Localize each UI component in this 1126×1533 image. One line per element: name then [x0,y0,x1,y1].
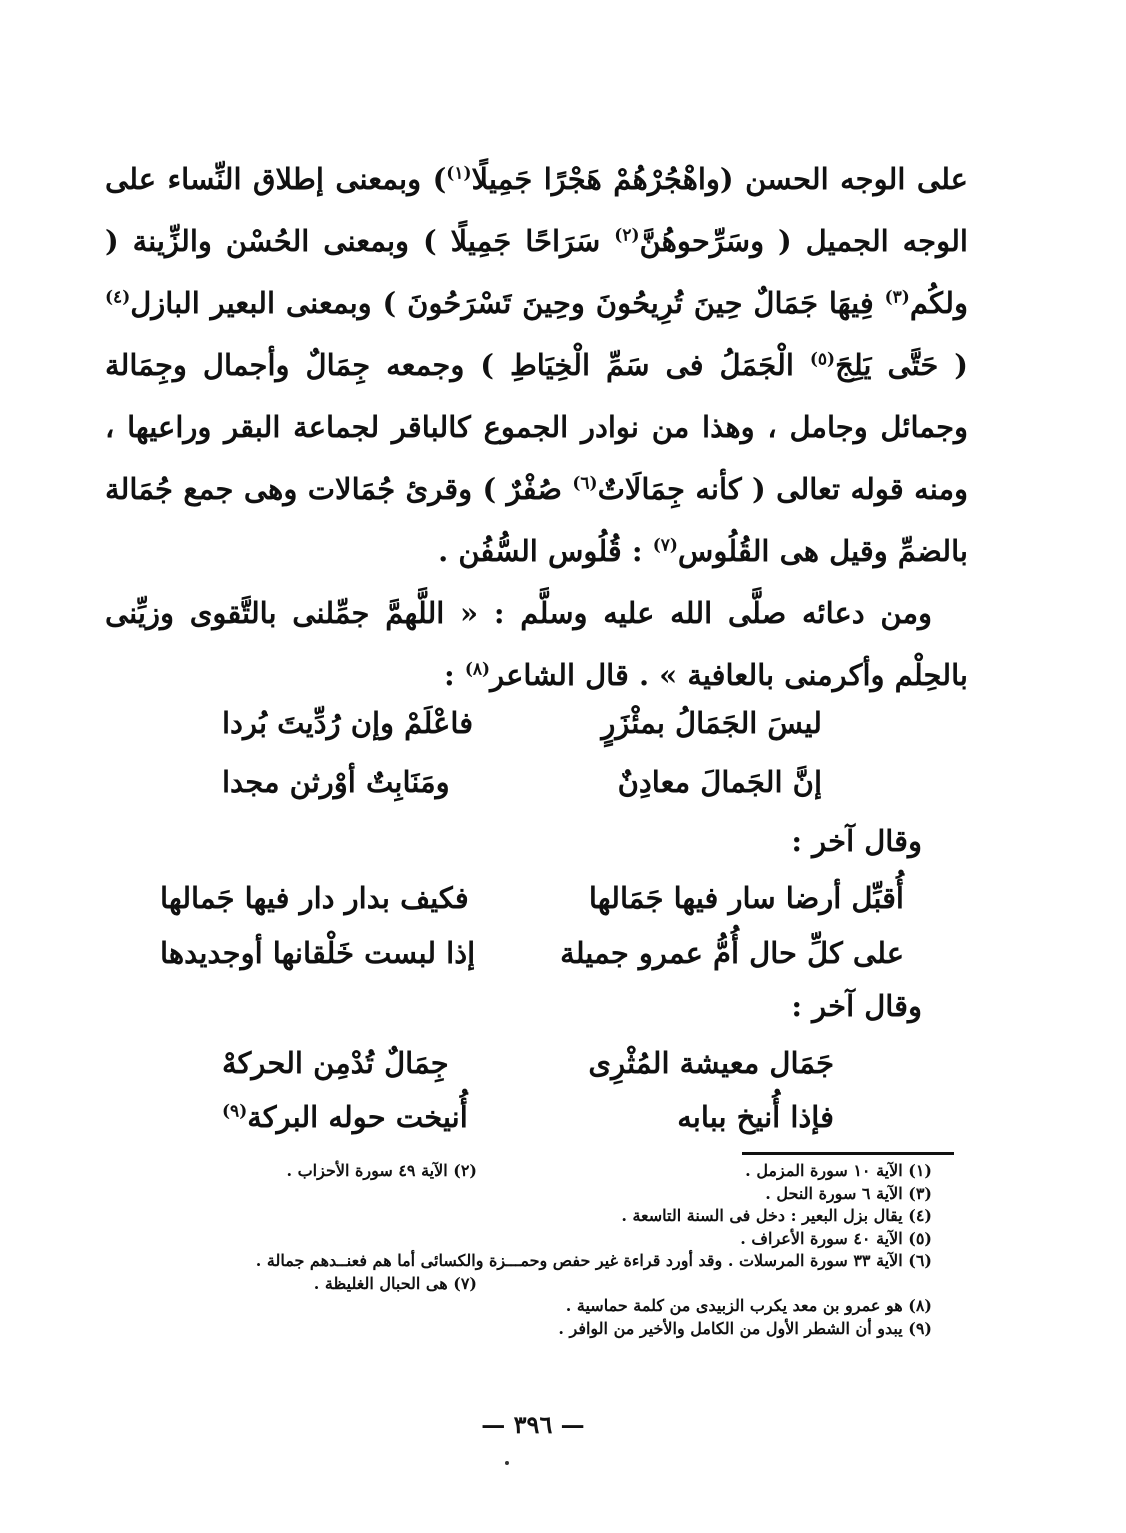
verse-second-hemistich: فكيف بدار دار فيها جَمالها [160,881,469,915]
footnote-line [100,1273,932,1296]
text-run: سَرَاحًا جَمِيلًا ) وبمعنى الحُسْن والزِّينة ( ولكُم [105,224,968,320]
verse-second-hemistich: فاعْلَمْ وإن رُدِّيتَ بُردا [222,706,474,740]
poem-3-verse-1 [222,1046,834,1086]
text-run: الْجَمَلُ فى سَمِّ الْخِيَاطِ ) وجمعه جِمَالٌ وأجمال وجِمَالة وجمائل وجامل ، وهذا من نوادر الجموع كالباقر لجماعة البقر وراعيها ، ومنه قوله تعالى ( كأنه جِمَالَاتٌ [105,348,968,506]
footnote-3: (٣) الآية ٦ سورة النحل . [765,1183,932,1203]
page-number: — ٣٩٦ — [481,1410,585,1439]
verse-first-hemistich: إنَّ الجَمالَ معادِنٌ [617,765,822,799]
poem-1-verse-1 [222,706,822,746]
footnote-7: (٧) هى الحبال الغليظة . [313,1273,477,1293]
footnote-line [100,1228,932,1251]
footnote-separator [742,1152,954,1155]
verse-text: أُنيخت حوله البركة [247,1100,468,1134]
footnotes [100,1160,932,1340]
footnote-marker: (٣) [884,287,910,308]
paragraph-1 [105,148,968,582]
footnote-marker: (٢) [614,225,640,246]
body-text [105,148,968,706]
poem-3-intro: وقال آخر : [791,989,922,1023]
footnote-4: (٤) يقال بزل البعير : دخل فى السنة التاسعة . [621,1206,932,1225]
footnote-marker: (٩) [222,1101,248,1122]
footnote-6: (٦) الآية ٣٣ سورة المرسلات . وقد أورد قراءة غير حفص وحمـــزة والكسائى أما هم فعنــدهم جمالة . [255,1251,932,1270]
text-run: ( حَتَّى يَلِجَ [835,348,968,382]
verse-first-hemistich: جَمَال معيشة المُثْرِى [588,1046,834,1080]
paragraph-2 [105,582,968,706]
poem-3-verse-2 [222,1100,834,1140]
verse-second-hemistich: إذا لبست خَلْقانها أوجديدها [160,936,476,970]
verse-first-hemistich: أُقبِّل أرضا سار فيها جَمَالها [588,881,904,915]
verse-first-hemistich: فإذا أُنيخ ببابه [677,1100,834,1134]
poem-2-verse-1 [160,881,904,921]
poem-2-intro: وقال آخر : [791,824,922,858]
footnote-8: (٨) هو عمرو بن معد يكرب الزبيدى من كلمة حماسية . [565,1296,932,1315]
verse-second-hemistich: ومَنَابِتٌ أوْرثن مجدا [222,765,450,799]
footnote-marker: (٤) [105,287,131,308]
footnote-marker: (٨) [464,659,491,680]
footnote-marker: (٧) [652,535,678,556]
footnote-line [100,1183,932,1206]
text-run: على الوجه الحسن (واهْجُرْهُمْ هَجْرًا جَمِيلًا [471,162,968,196]
footnote-9: (٩) يبدو أن الشطر الأول من الكامل والأخير من الوافر . [558,1318,932,1338]
verse-first-hemistich: على كلِّ حال أُمُّ عمرو جميلة [560,936,904,970]
text-run: صُفْرٌ ) وقرئ جُمَالات وهى جمع جُمَالة بالضمِّ وقيل هى القُلُوس [105,472,968,568]
text-run: ومن دعائه صلَّى الله عليه وسلَّم : « اللَّهمَّ جمِّلنى بالتَّقوى وزيِّنى بالحِلْم وأكرمنى بالعافية » . قال الشاعر [105,596,968,692]
verse-second-hemistich [222,1100,468,1134]
verse-second-hemistich: جِمَالٌ تُدْمِن الحركهْ [222,1046,449,1080]
footnote-line [100,1295,932,1318]
footnote-2: (٢) الآية ٤٩ سورة الأحزاب . [286,1161,477,1180]
poem-1-verse-2 [222,765,822,805]
footnote-marker: (٦) [572,473,598,494]
poem-2-verse-2 [160,936,904,976]
verse-first-hemistich: ليسَ الجَمَالُ بمئْزَرٍ [601,706,822,740]
text-run: ) وبمعنى إطلاق النِّساء على الوجه الجميل ( وسَرِّحوهُنَّ [105,162,968,258]
footnote-line [100,1318,932,1341]
footnote-1: (١) الآية ١٠ سورة المزمل . [745,1161,932,1180]
footnote-5: (٥) الآية ٤٠ سورة الأعراف . [740,1228,932,1248]
footnote-line [100,1205,932,1228]
text-run: : قُلُوس السُّفُن . [438,534,653,568]
footnote-line [100,1160,932,1183]
text-run: فِيهَا جَمَالٌ حِينَ تُرِيحُونَ وحِينَ تَسْرَحُونَ ) وبمعنى البعير البازل [130,286,885,320]
footnote-marker: (٥) [809,349,836,370]
footnote-marker: (١) [446,163,472,184]
print-speck [505,1461,509,1465]
text-run: : [444,658,465,692]
